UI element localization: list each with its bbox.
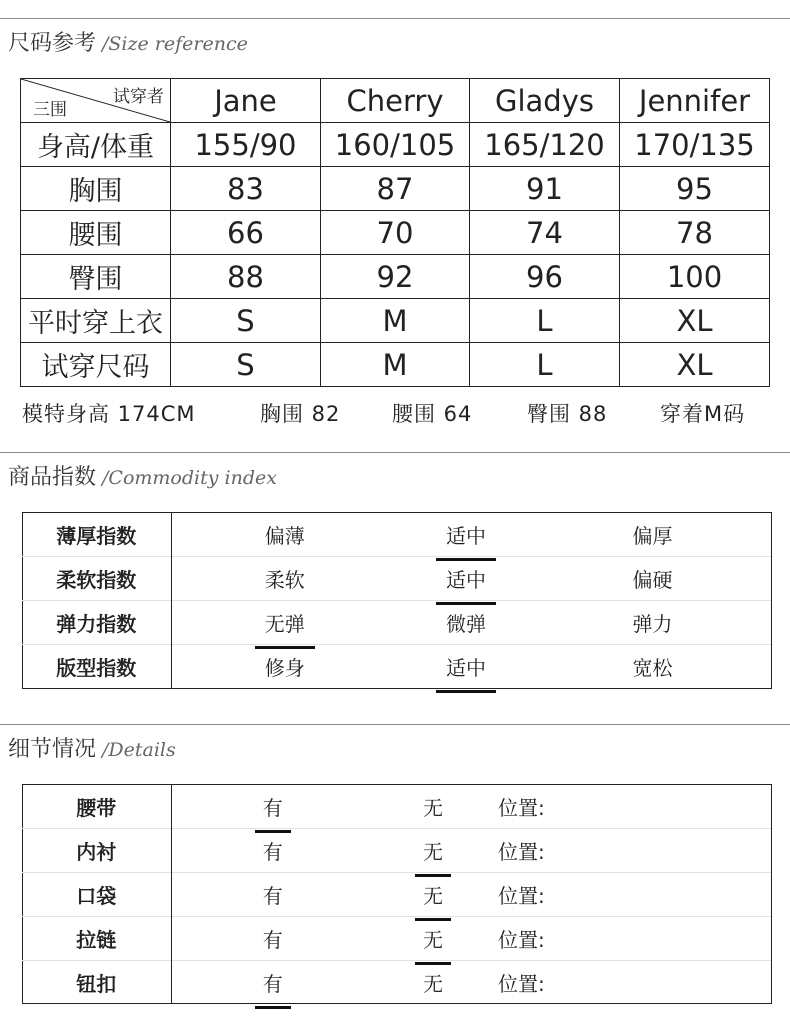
table-row [22,785,771,829]
index-option [398,557,534,601]
row-label: 胸围 [21,167,171,211]
index-name: 薄厚指数 [22,513,171,557]
model-waist: 腰围 64 [392,402,473,426]
row-label: 臀围 [21,255,171,299]
table-row [22,961,771,1005]
option-label: 偏硬 [632,568,673,592]
table-row [21,255,770,299]
size-title-cn: 尺码参考 [8,31,97,56]
corner-cell [21,79,171,123]
option-label-selected: 适中 [446,520,486,549]
yes-option-selected: 有 [263,792,283,821]
table-row [22,873,771,917]
index-option [171,601,398,645]
row-label: 试穿尺码 [21,343,171,387]
column-header: Jennifer [620,79,770,123]
no-option: 无 [423,796,443,820]
table-row [22,513,771,557]
table-row [22,557,771,601]
details-table [22,785,771,1004]
option-label: 宽松 [632,656,673,680]
position-label: 位置: [498,884,545,908]
column-header: Cherry [321,79,470,123]
table-row [22,829,771,873]
index-table [22,513,771,688]
no-option-selected: 无 [423,880,443,909]
table-row [21,343,770,387]
detail-name: 口袋 [22,873,171,917]
column-header: Jane [171,79,321,123]
option-label: 修身 [264,656,305,680]
row-label: 身高/体重 [21,123,171,167]
detail-name: 钮扣 [22,961,171,1005]
details-title-en: /Details [102,739,176,761]
option-label-selected: 无弹 [265,608,305,637]
table-cell: 165/120 [470,123,620,167]
table-row [21,167,770,211]
table-cell: 170/135 [620,123,770,167]
index-name: 版型指数 [22,645,171,689]
index-title-cn: 商品指数 [8,465,97,490]
table-cell: S [171,343,321,387]
details-title-cn: 细节情况 [8,737,97,762]
table-cell: XL [620,343,770,387]
index-divider [0,452,790,453]
option-label-selected: 适中 [446,652,486,681]
corner-top-label: 试穿者 [113,87,164,107]
size-table [20,78,770,387]
details-divider [0,724,790,725]
option-label: 弹力 [632,612,673,636]
index-option [171,645,398,689]
position-label: 位置: [498,972,545,996]
option-label: 偏厚 [632,524,673,548]
option-label: 柔软 [264,568,305,592]
row-label: 腰围 [21,211,171,255]
table-cell: L [470,343,620,387]
index-section-title [8,460,277,491]
no-option-selected: 无 [423,836,443,865]
table-cell: 87 [321,167,470,211]
option-label: 微弹 [446,612,486,636]
table-row [21,123,770,167]
no-option-selected: 无 [423,924,443,953]
table-cell: 88 [171,255,321,299]
no-option: 无 [423,972,443,996]
size-title-en: /Size reference [102,33,248,55]
model-hip: 臀围 88 [527,402,608,426]
index-name: 弹力指数 [22,601,171,645]
model-size-worn: 穿着M码 [660,402,746,426]
index-option [171,557,398,601]
table-cell: 155/90 [171,123,321,167]
row-label: 平时穿上衣 [21,299,171,343]
table-cell: 96 [470,255,620,299]
table-cell: 100 [620,255,770,299]
position-label: 位置: [498,796,545,820]
table-cell: M [321,343,470,387]
table-cell: S [171,299,321,343]
size-section-title [8,26,248,57]
index-option [534,513,771,557]
option-label: 偏薄 [264,524,305,548]
index-option [534,601,771,645]
yes-option: 有 [262,884,283,908]
index-option [398,513,534,557]
table-cell: 78 [620,211,770,255]
detail-name: 内衬 [22,829,171,873]
table-cell: 92 [321,255,470,299]
table-row [21,211,770,255]
table-cell: 74 [470,211,620,255]
table-cell: 83 [171,167,321,211]
table-cell: XL [620,299,770,343]
table-row [22,917,771,961]
table-cell: 70 [321,211,470,255]
yes-option: 有 [262,928,283,952]
detail-name: 拉链 [22,917,171,961]
table-row [22,645,771,689]
model-height: 模特身高 174CM [22,402,196,426]
index-option [398,601,534,645]
table-cell: L [470,299,620,343]
position-label: 位置: [498,928,545,952]
option-label-selected: 适中 [446,564,486,593]
table-cell: 66 [171,211,321,255]
table-row [22,601,771,645]
corner-bottom-label: 三围 [33,100,67,120]
index-name: 柔软指数 [22,557,171,601]
detail-name: 腰带 [22,785,171,829]
index-option [398,645,534,689]
index-title-en: /Commodity index [102,467,277,489]
table-cell: M [321,299,470,343]
top-divider [0,18,790,19]
details-section-title [8,732,176,763]
index-option [171,513,398,557]
table-row [21,299,770,343]
table-cell: 91 [470,167,620,211]
size-header-row [21,79,770,123]
table-cell: 95 [620,167,770,211]
yes-option-selected: 有 [263,968,283,997]
position-label: 位置: [498,840,545,864]
model-chest: 胸围 82 [260,402,341,426]
yes-option: 有 [262,840,283,864]
table-cell: 160/105 [321,123,470,167]
column-header: Gladys [470,79,620,123]
index-option [534,557,771,601]
index-option [534,645,771,689]
